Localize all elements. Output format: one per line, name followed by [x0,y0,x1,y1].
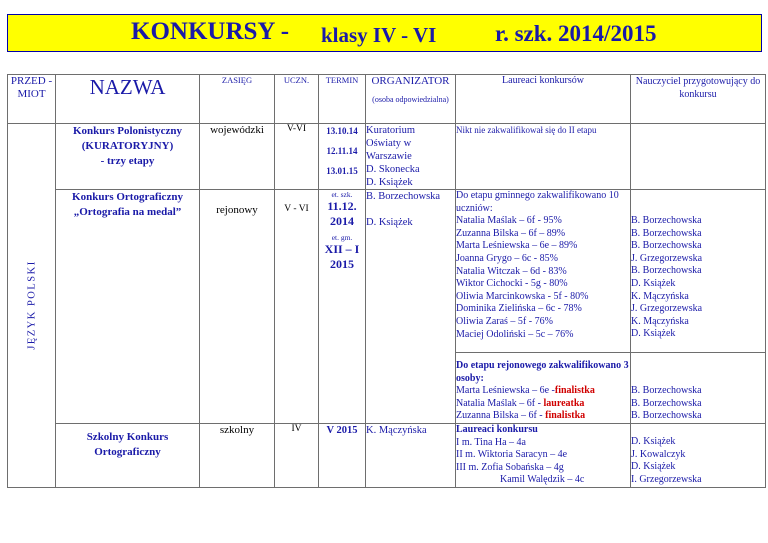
header-teacher: Nauczyciel przygotowujący do konkursu [631,75,766,124]
subject-cell [8,124,56,488]
header-students: UCZN. [275,75,319,124]
header-range: ZASIĘG [200,75,275,124]
contest-organizer: B. Borzechowska D. Książek [366,190,456,424]
table-row [8,423,766,487]
list-item: Natalia Maślak – 6f - laureatka [456,397,585,409]
subject-label: JĘZYK POLSKI [26,260,37,351]
contest-laureates: Laureaci konkursu I m. Tina Ha – 4a II m. Wiktoria Saracyn – 4e III m. Zofia Sobańska – 4g Kamil Walędzik – 4c [456,423,631,487]
list-item: Wiktor Cichocki - 5g - 80% [456,278,568,290]
contests-table [7,74,766,488]
list-item: III m. Zofia Sobańska – 4g [456,461,564,473]
title-main: KONKURSY - [131,18,290,45]
title-banner [7,14,762,52]
contest-teacher [631,124,766,190]
table-row [8,190,766,353]
title-school-year: r. szk. 2014/2015 [495,21,657,46]
header-date: TERMIN [319,75,366,124]
header-laureates: Laureaci konkursów [456,75,631,124]
contest-organizer: K. Mączyńska [366,423,456,487]
contest-teacher: B. Borzechowska B. Borzechowska B. Borzechowska J. Grzegorzewska B. Borzechowska D. Książek K. Mączyńska J. Grzegorzewska K. Mączyńska D. Książek [631,190,766,353]
list-item: Natalia Maślak – 6f - 95% [456,215,562,227]
list-item: Zuzanna Bilska – 6f – 89% [456,227,566,239]
list-item: Joanna Grygo – 6c - 85% [456,252,558,264]
contest-name: Konkurs Polonistyczny (KURATORYJNY) - trzy etapy [56,124,200,190]
contest-regional: Do etapu rejonowego zakwalifikowano 3 osoby: Marta Leśniewska – 6e -finalistka Natalia Maślak – 6f - laureatka Zuzanna Bilska – 6f - finalistka [456,353,631,424]
list-item: Zuzanna Bilska – 6f - finalistka [456,410,586,422]
list-item: I m. Tina Ha – 4a [456,436,526,448]
header-organizer-sub: (osoba odpowiedzialna) [372,95,449,104]
header-subject: PRZED -MIOT [8,75,56,124]
contest-date: 13.10.14 12.11.14 13.01.15 [319,124,366,190]
contest-range: wojewódzki [200,124,275,190]
contest-students: IV [275,423,319,487]
list-item: Natalia Witczak – 6d - 83% [456,265,567,277]
contest-range: rejonowy [200,190,275,424]
contest-regional-teacher: B. Borzechowska B. Borzechowska B. Borzechowska [631,353,766,424]
contest-name: Szkolny Konkurs Ortograficzny [56,423,200,487]
title-classes: klasy IV - VI [321,23,437,47]
contest-organizer: Kuratorium Oświaty w Warszawie D. Skonecka D. Książek [366,124,456,190]
contest-laureates: Do etapu gminnego zakwalifikowano 10 uczniów: Natalia Maślak – 6f - 95% Zuzanna Bilska – 6f – 89% Marta Leśniewska – 6e – 89% Joanna Grygo – 6c - 85% Natalia Witczak – 6d - 83% Wiktor Cichocki - 5g - 80% Oliwia Marcinkowska - 5f - 80% Dominika Zielińska – 6c - 78% Oliwia Zaraś – 5f - 76% Maciej Odoliński – 5c – 76% [456,190,631,353]
list-item: Oliwia Zaraś – 5f - 76% [456,315,553,327]
list-item: Oliwia Marcinkowska - 5f - 80% [456,290,589,302]
header-name: NAZWA [56,75,200,124]
contest-date: et. szk. 11.12. 2014 et. gm. XII – I 2015 [319,190,366,424]
table-row [8,124,766,190]
contest-range: szkolny [200,423,275,487]
contest-name: Konkurs Ortograficzny „Ortografia na medal” [56,190,200,424]
contest-teacher: D. Książek J. Kowalczyk D. Książek I. Grzegorzewska [631,423,766,487]
list-item: Kamil Walędzik – 4c [500,474,585,486]
contest-students: V - VI [275,190,319,424]
header-organizer: ORGANIZATOR (osoba odpowiedzialna) [366,75,456,124]
header-row [8,75,766,124]
list-item: Marta Leśniewska – 6e – 89% [456,240,578,252]
contest-laureates: Nikt nie zakwalifikował się do II etapu [456,124,631,190]
list-item: Marta Leśniewska – 6e -finalistka [456,385,595,397]
contest-date: V 2015 [319,423,366,487]
contest-students: V-VI [275,124,319,190]
list-item: II m. Wiktoria Saracyn – 4e [456,449,568,461]
list-item: Dominika Zielińska – 6c - 78% [456,303,582,315]
list-item: Maciej Odoliński – 5c – 76% [456,328,574,340]
